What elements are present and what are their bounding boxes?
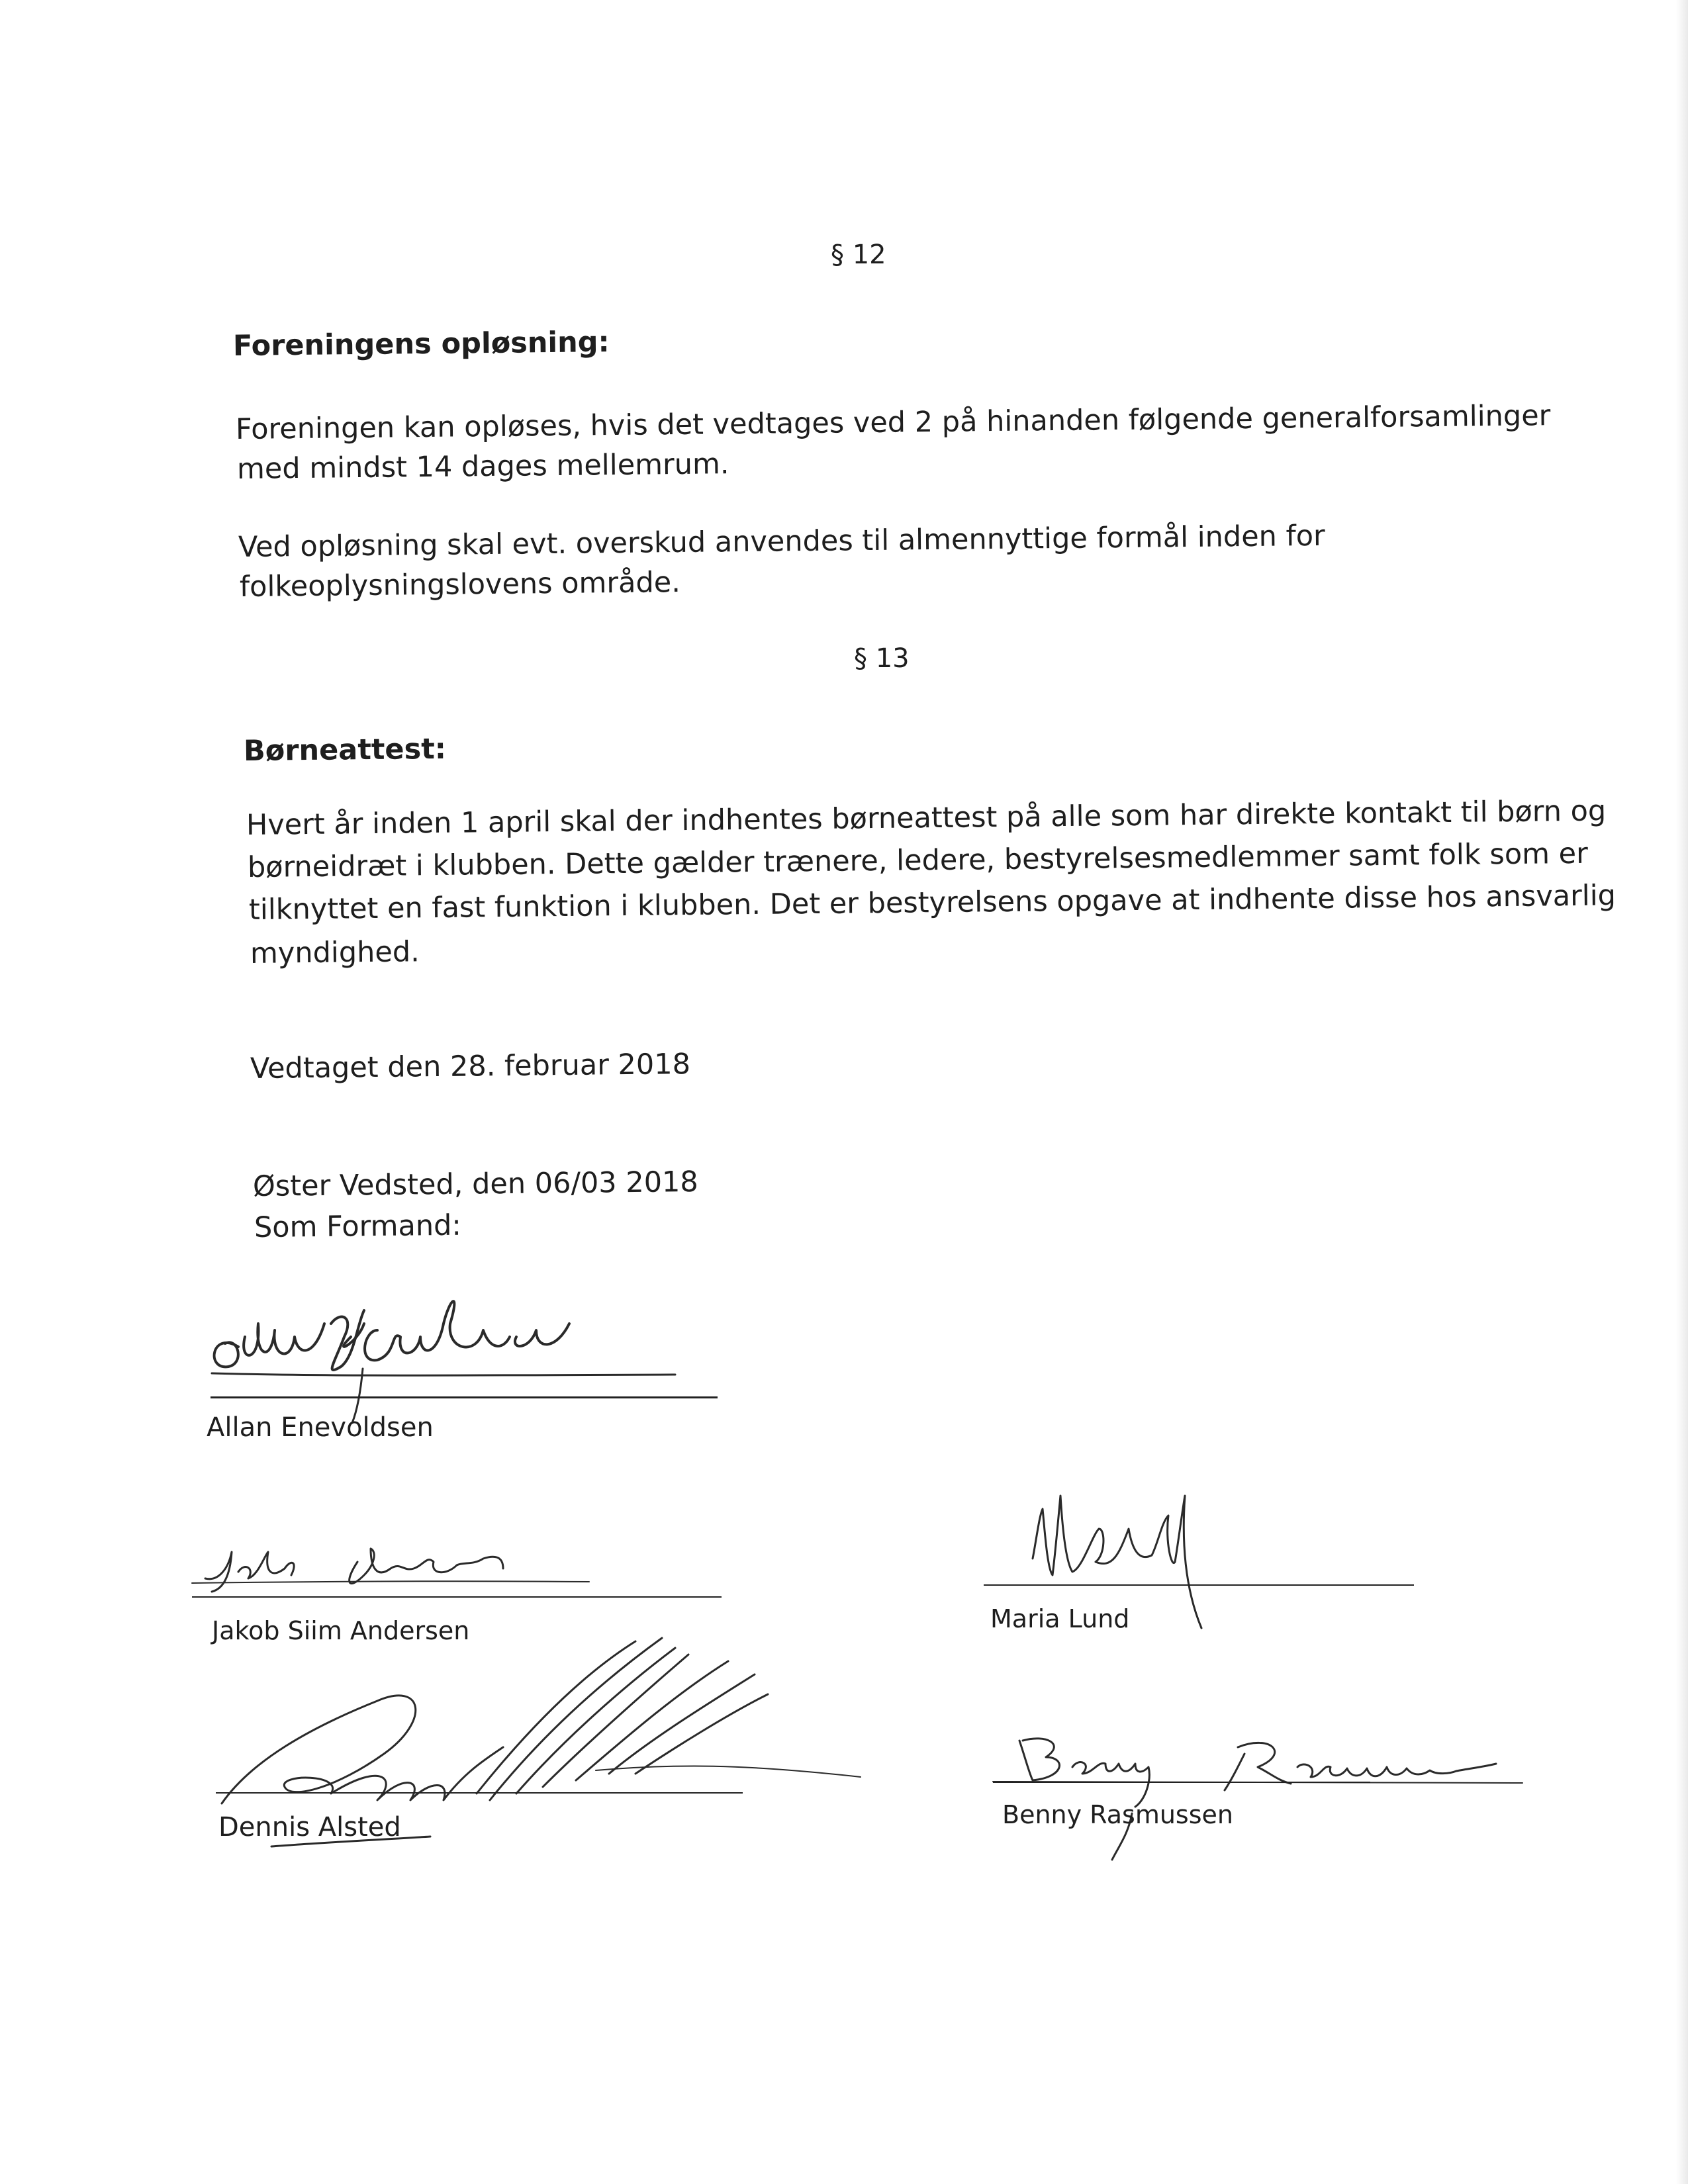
signature-line	[984, 1584, 1414, 1586]
paragraph-line: med mindst 14 dages mellemrum.	[236, 447, 729, 486]
signature-benny-rasmussen	[993, 1727, 1523, 1860]
paragraph-line: Hvert år inden 1 april skal der indhentes børneattest på alle som har direkte kontakt til børn og	[246, 794, 1607, 842]
signature-line	[211, 1396, 718, 1398]
signature-line	[216, 1792, 743, 1794]
signatory-name: Jakob Siim Andersen	[212, 1616, 470, 1645]
role-label: Som Formand:	[254, 1208, 462, 1244]
signatory-name: Maria Lund	[990, 1604, 1130, 1633]
paragraph-line: tilknyttet en fast funktion i klubben. Det er bestyrelsens opgave at indhente disse hos ansvarlig	[248, 879, 1617, 927]
section-number: § 13	[854, 643, 910, 674]
paragraph-line: børneidræt i klubben. Dette gælder trænere, ledere, bestyrelsesmedlemmer samt folk som er	[247, 837, 1589, 884]
place-date: Øster Vedsted, den 06/03 2018	[252, 1165, 699, 1203]
paragraph-line: myndighed.	[250, 935, 420, 970]
signatory-name: Dennis Alsted	[218, 1812, 401, 1843]
signatory-name: Benny Rasmussen	[1002, 1800, 1233, 1829]
signature-jakob-siim-andersen	[192, 1542, 589, 1602]
adopted-date: Vedtaget den 28. februar 2018	[250, 1048, 691, 1085]
signature-line	[993, 1782, 1370, 1783]
section-heading: Børneattest:	[243, 732, 447, 768]
paragraph-line: Foreningen kan opløses, hvis det vedtages ved 2 på hinanden følgende generalforsamlinger	[235, 399, 1551, 446]
signature-allan-enevoldsen	[199, 1284, 675, 1410]
paragraph-line: folkeoplysningslovens område.	[239, 566, 681, 604]
section-heading: Foreningens opløsning:	[232, 326, 610, 363]
signatory-name: Allan Enevoldsen	[207, 1412, 434, 1443]
signature-line	[192, 1596, 722, 1598]
section-number: § 12	[831, 240, 886, 270]
paragraph-line: Ved opløsning skal evt. overskud anvendes til almennyttige formål inden for	[238, 519, 1325, 564]
scan-edge-shadow	[1676, 0, 1688, 2184]
